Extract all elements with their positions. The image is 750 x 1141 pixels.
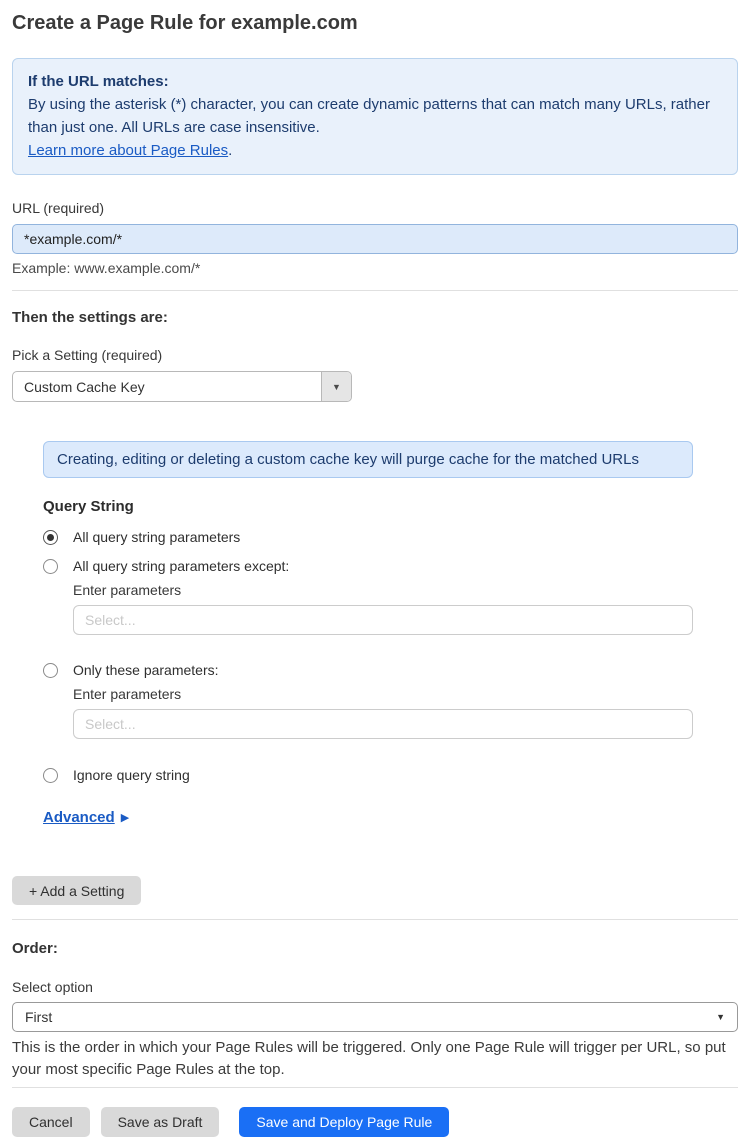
info-box-heading: If the URL matches:	[28, 73, 169, 90]
enter-parameters-label: Enter parameters	[73, 686, 182, 702]
url-example-text: Example: www.example.com/*	[12, 260, 201, 276]
query-string-heading: Query String	[43, 498, 134, 515]
divider	[12, 290, 738, 291]
radio-button-icon[interactable]	[43, 663, 58, 678]
chevron-down-icon: ▼	[332, 381, 341, 392]
cache-key-notice	[43, 441, 693, 478]
advanced-link-text: Advanced	[43, 809, 115, 826]
chevron-right-icon: ▶	[120, 811, 130, 824]
parameters-select-input[interactable]	[73, 709, 693, 739]
settings-section-heading: Then the settings are:	[12, 309, 168, 326]
cancel-button[interactable]: Cancel	[12, 1107, 90, 1137]
divider	[12, 919, 738, 920]
learn-more-link[interactable]: Learn more about Page Rules	[28, 142, 229, 159]
page-title: Create a Page Rule for example.com	[12, 12, 358, 34]
footer-actions	[12, 1107, 738, 1137]
order-help-text: This is the order in which your Page Rules will be triggered. Only one Page Rule will trigger per URL, so put your most specific Page Rules at the top.	[12, 1039, 726, 1078]
pick-setting-label: Pick a Setting (required)	[12, 347, 163, 363]
url-match-info-box	[12, 58, 738, 175]
radio-ignore-query-string[interactable]	[43, 767, 738, 783]
link-suffix: .	[228, 142, 233, 159]
radio-all-query-params-except[interactable]	[43, 558, 738, 574]
radio-button-icon[interactable]	[43, 768, 58, 783]
order-select[interactable]	[12, 1002, 738, 1032]
radio-button-icon[interactable]	[43, 530, 58, 545]
info-box-link-line	[28, 139, 722, 162]
advanced-link[interactable]	[43, 809, 129, 827]
info-box-body: By using the asterisk (*) character, you can create dynamic patterns that can match many URLs, rather than just one. All URLs are case insensitive.	[28, 96, 710, 136]
radio-label: All query string parameters	[73, 529, 241, 545]
radio-label: Only these parameters:	[73, 662, 219, 678]
parameters-select-input[interactable]	[73, 605, 693, 635]
order-section-heading: Order:	[12, 940, 58, 957]
chevron-down-icon: ▼	[716, 1012, 725, 1022]
radio-button-icon[interactable]	[43, 559, 58, 574]
radio-only-these-params[interactable]	[43, 662, 738, 678]
radio-label: Ignore query string	[73, 767, 190, 783]
setting-select-value: Custom Cache Key	[24, 378, 145, 395]
save-and-deploy-button[interactable]: Save and Deploy Page Rule	[239, 1107, 449, 1137]
radio-all-query-params[interactable]	[43, 529, 738, 545]
url-field-label: URL (required)	[12, 200, 105, 216]
radio-label: All query string parameters except:	[73, 558, 290, 574]
setting-select-arrow-button[interactable]	[321, 372, 351, 401]
create-page-rule-form	[0, 11, 750, 1137]
setting-select[interactable]	[12, 371, 352, 402]
add-setting-button[interactable]: + Add a Setting	[12, 876, 141, 905]
cache-key-notice-text: Creating, editing or deleting a custom cache key will purge cache for the matched URLs	[57, 451, 639, 468]
save-as-draft-button[interactable]: Save as Draft	[101, 1107, 220, 1137]
url-input[interactable]	[12, 224, 738, 254]
divider	[12, 1087, 738, 1088]
order-select-label: Select option	[12, 979, 93, 995]
order-select-value: First	[25, 1009, 53, 1025]
enter-parameters-label: Enter parameters	[73, 582, 182, 598]
